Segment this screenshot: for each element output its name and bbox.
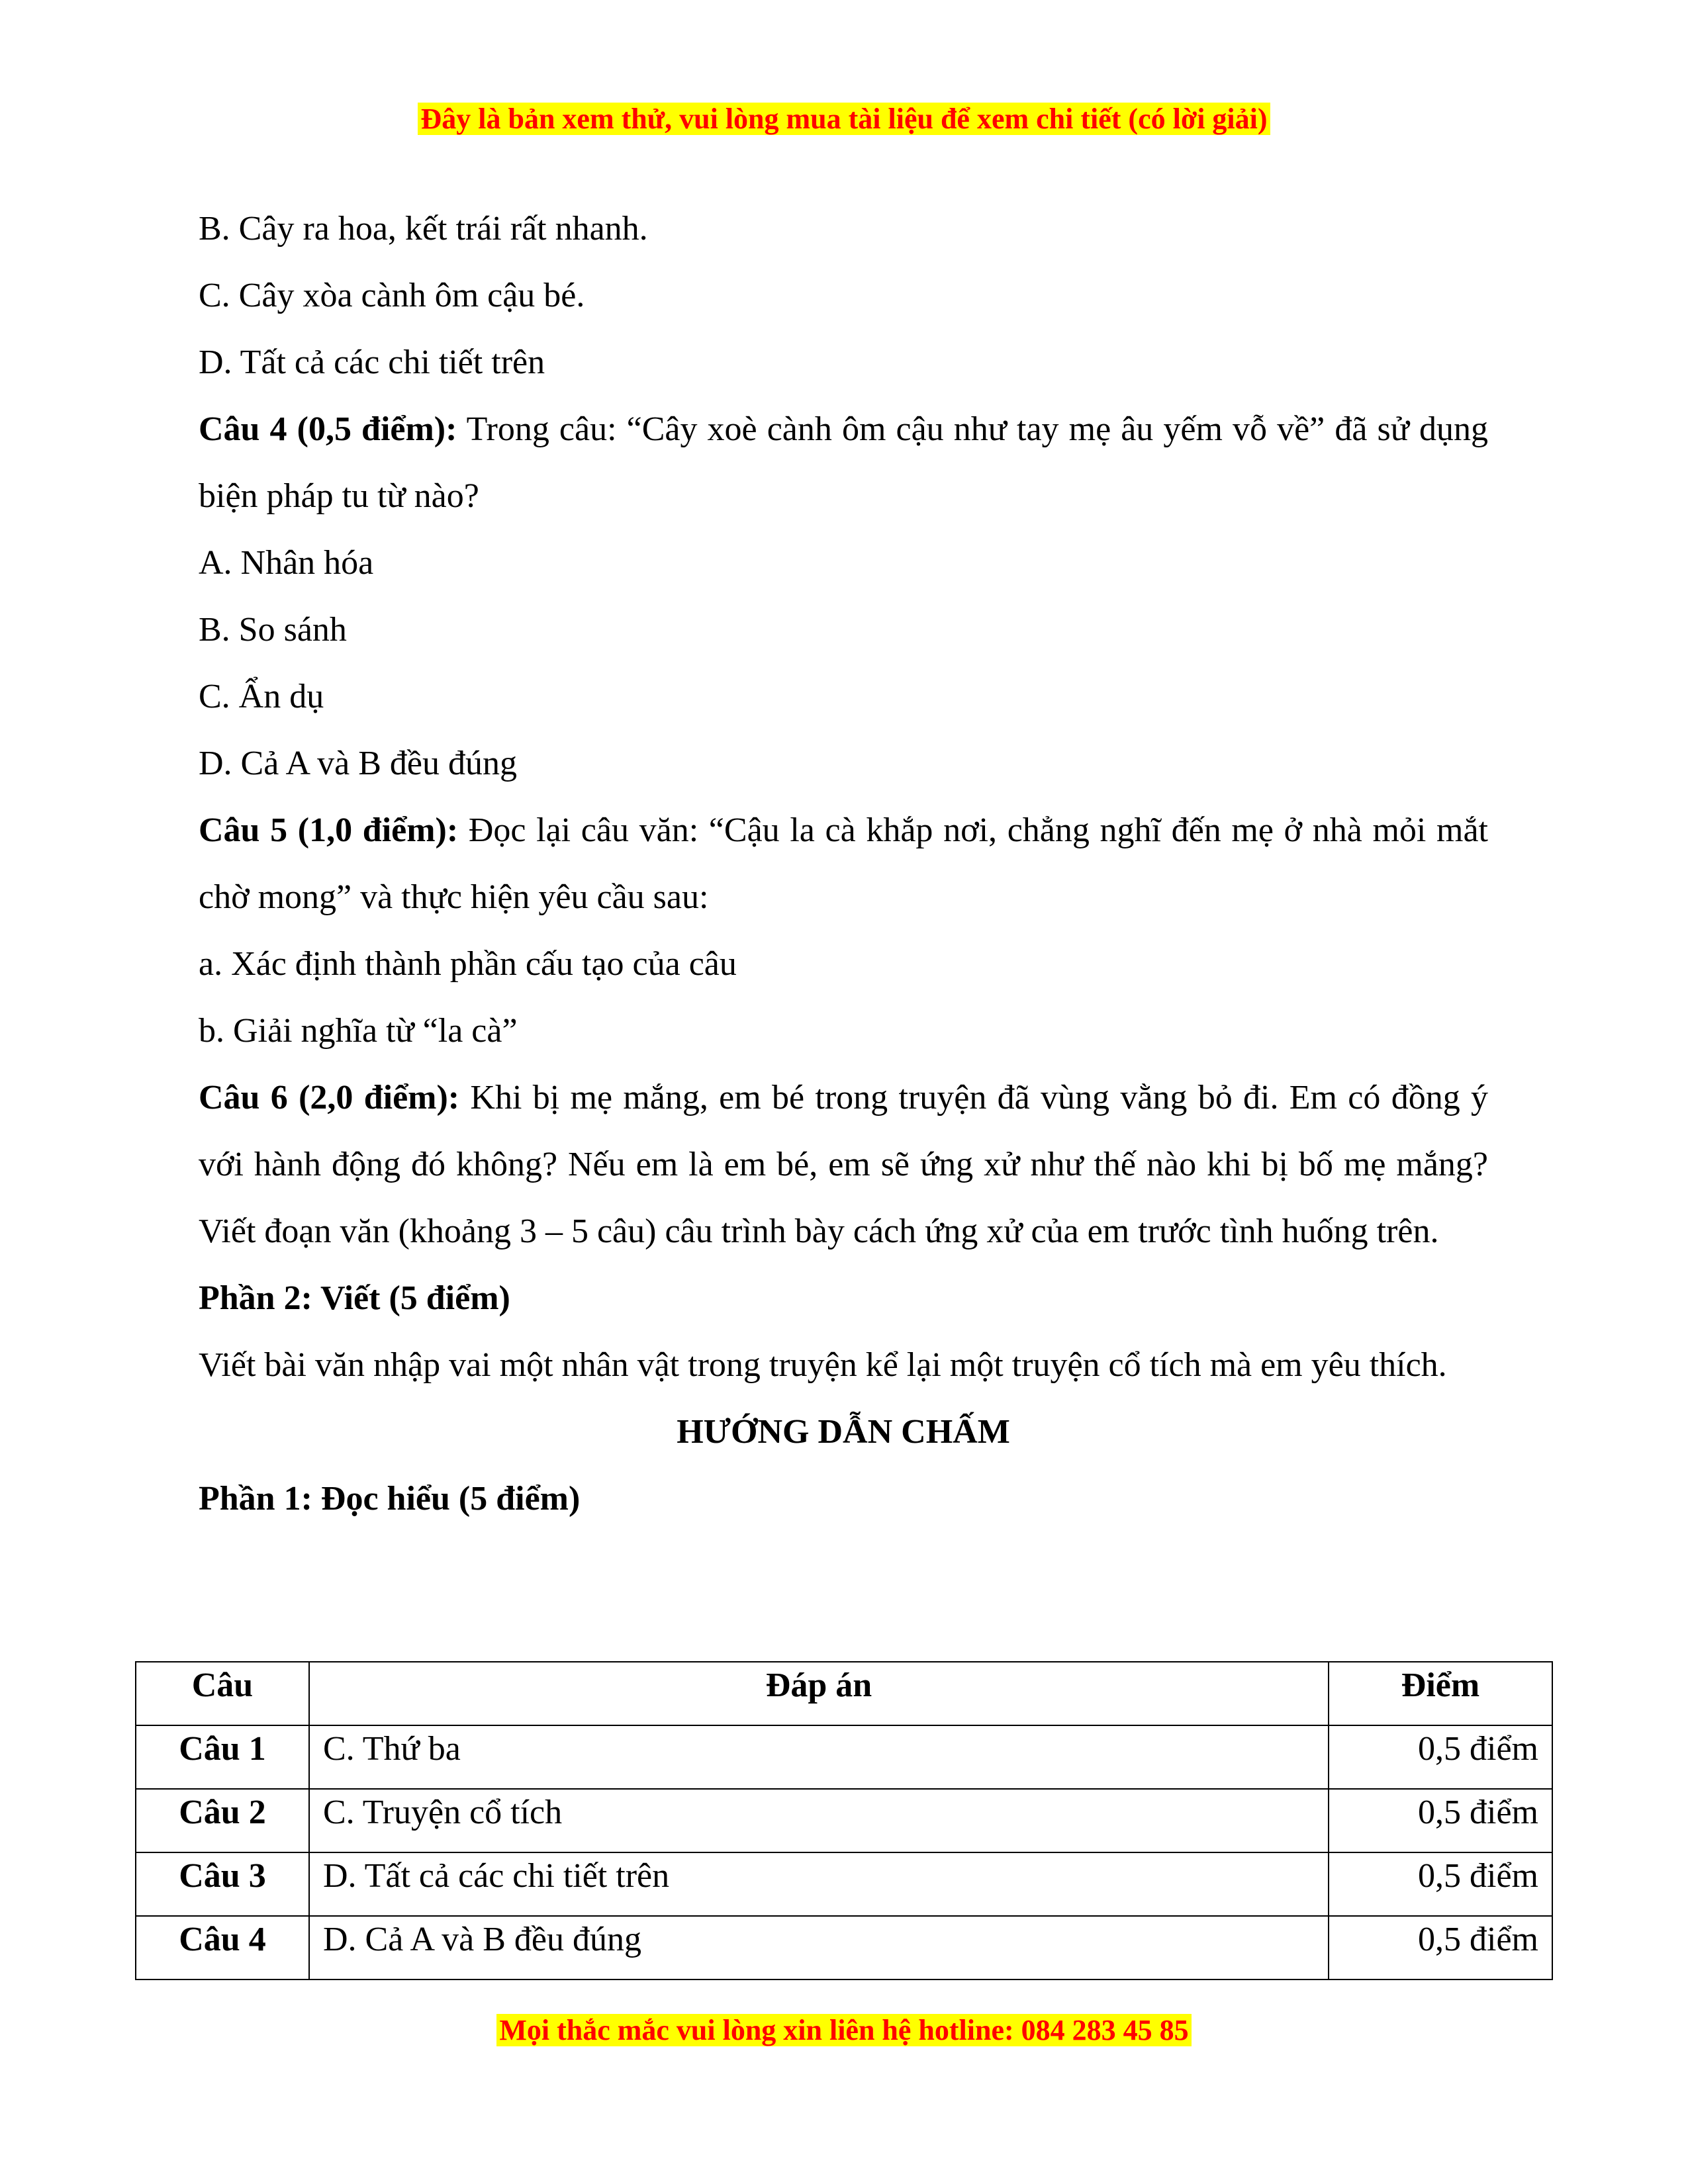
table-row — [136, 1725, 1552, 1789]
table-row — [136, 1852, 1552, 1916]
q4-option-a: A. Nhân hóa — [199, 544, 374, 582]
row-points: 0,5 điểm — [1329, 1725, 1552, 1789]
row-points: 0,5 điểm — [1329, 1916, 1552, 1979]
header-points: Điểm — [1329, 1662, 1552, 1725]
row-answer: D. Cả A và B đều đúng — [309, 1916, 1329, 1979]
hotline-notice-banner — [0, 2012, 1688, 2049]
preview-notice-text: Đây là bản xem thử, vui lòng mua tài liệu để xem chi tiết (có lời giải) — [418, 103, 1270, 135]
header-answer: Đáp án — [309, 1662, 1329, 1725]
part-2-title: Phần 2: Viết (5 điểm) — [199, 1279, 510, 1317]
question-4-label: Câu 4 (0,5 điểm): — [199, 410, 457, 448]
q3-option-c: C. Cây xòa cành ôm cậu bé. — [199, 277, 585, 314]
q3-option-b: B. Cây ra hoa, kết trái rất nhanh. — [199, 210, 648, 248]
row-answer: C. Truyện cổ tích — [309, 1789, 1329, 1852]
table-row — [136, 1789, 1552, 1852]
q4-option-b: B. So sánh — [199, 611, 347, 649]
table-row — [136, 1916, 1552, 1979]
row-question: Câu 2 — [136, 1789, 309, 1852]
header-question: Câu — [136, 1662, 309, 1725]
grading-guide-title: HƯỚNG DẪN CHẤM — [677, 1413, 1010, 1451]
q4-option-c: C. Ẩn dụ — [199, 678, 324, 715]
row-question: Câu 1 — [136, 1725, 309, 1789]
row-question: Câu 3 — [136, 1852, 309, 1916]
row-points: 0,5 điểm — [1329, 1789, 1552, 1852]
question-4-text: Trong câu: “Cây xoè cành ôm cậu như tay mẹ âu yếm vỗ về” đã sử dụng biện pháp tu từ nào? — [199, 410, 1489, 515]
row-answer: C. Thứ ba — [309, 1725, 1329, 1789]
question-4 — [199, 396, 1488, 529]
q5-item-a: a. Xác định thành phần cấu tạo của câu — [199, 945, 737, 983]
grading-part-1-title: Phần 1: Đọc hiểu (5 điểm) — [199, 1480, 581, 1518]
question-6-label: Câu 6 (2,0 điểm): — [199, 1079, 460, 1116]
answer-key-table — [135, 1661, 1553, 1980]
q5-item-b: b. Giải nghĩa từ “la cà” — [199, 1012, 518, 1050]
part-2-prompt: Viết bài văn nhập vai một nhân vật trong truyện kể lại một truyện cổ tích mà em yêu thích. — [199, 1346, 1447, 1384]
q3-option-d: D. Tất cả các chi tiết trên — [199, 343, 545, 381]
question-6-text: Khi bị mẹ mắng, em bé trong truyện đã vùng vằng bỏ đi. Em có đồng ý với hành động đó không? Nếu em là em bé, em sẽ ứng xử như thế nào khi bị bố mẹ mắng? Viết đoạn văn (khoảng 3 – 5 câu) câu trình bày cách ứng xử của em trước tình huống trên. — [199, 1079, 1488, 1250]
row-question: Câu 4 — [136, 1916, 309, 1979]
question-5-label: Câu 5 (1,0 điểm): — [199, 811, 459, 849]
document-body — [199, 195, 1488, 1532]
row-answer: D. Tất cả các chi tiết trên — [309, 1852, 1329, 1916]
row-points: 0,5 điểm — [1329, 1852, 1552, 1916]
table-header-row — [136, 1662, 1552, 1725]
preview-notice-banner — [0, 101, 1688, 138]
question-5 — [199, 797, 1488, 931]
question-6 — [199, 1064, 1488, 1265]
hotline-notice-text: Mọi thắc mắc vui lòng xin liên hệ hotline: 084 283 45 85 — [496, 2014, 1191, 2046]
question-5-text: Đọc lại câu văn: “Cậu la cà khắp nơi, chẳng nghĩ đến mẹ ở nhà mỏi mắt chờ mong” và thực hiện yêu cầu sau: — [199, 811, 1489, 916]
q4-option-d: D. Cả A và B đều đúng — [199, 745, 517, 782]
